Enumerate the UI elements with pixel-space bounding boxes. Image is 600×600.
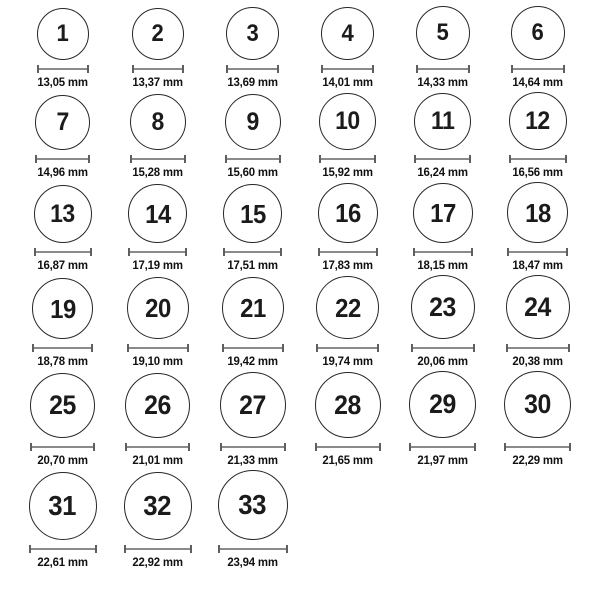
ring-circle — [416, 6, 470, 60]
ring-circle — [125, 373, 190, 438]
ring-size-cell — [205, 94, 300, 179]
ring-size-cell — [110, 472, 205, 569]
diameter-label: 16,87 mm — [37, 258, 88, 272]
diameter-bracket — [506, 344, 570, 352]
diameter-bracket — [416, 65, 470, 73]
ring-circle — [220, 372, 286, 438]
ring-size-cell — [300, 7, 395, 89]
ring-size-number: 14 — [144, 198, 171, 229]
diameter-bracket — [225, 155, 281, 163]
diameter-label: 18,15 mm — [417, 258, 468, 272]
ring-size-cell — [490, 182, 585, 272]
ring-circle — [127, 277, 189, 339]
ring-size-cell — [110, 277, 205, 368]
ring-circle — [130, 94, 186, 150]
diameter-label: 13,37 mm — [132, 75, 183, 89]
diameter-bracket — [130, 155, 186, 163]
ring-size-cell — [110, 94, 205, 179]
ring-size-number: 22 — [334, 292, 361, 323]
ring-size-cell — [205, 184, 300, 272]
ring-size-cell — [205, 372, 300, 467]
diameter-bracket — [35, 155, 90, 163]
ring-size-number: 26 — [144, 390, 171, 420]
ring-size-cell — [490, 6, 585, 89]
ring-size-number: 29 — [429, 389, 456, 419]
diameter-label: 14,01 mm — [322, 75, 373, 89]
ring-size-number: 5 — [436, 19, 449, 46]
ring-size-number: 33 — [238, 489, 267, 520]
diameter-label: 16,24 mm — [417, 165, 468, 179]
diameter-label: 20,70 mm — [37, 453, 88, 467]
ring-size-number: 20 — [144, 293, 171, 323]
diameter-label: 17,83 mm — [322, 258, 373, 272]
diameter-label: 18,78 mm — [37, 354, 88, 368]
diameter-bracket — [127, 344, 189, 352]
diameter-label: 13,69 mm — [227, 75, 278, 89]
diameter-label: 14,33 mm — [417, 75, 468, 89]
diameter-label: 16,56 mm — [512, 165, 563, 179]
ring-circle — [319, 93, 376, 150]
diameter-bracket — [316, 344, 379, 352]
diameter-bracket — [222, 344, 284, 352]
ring-size-cell — [395, 371, 490, 467]
diameter-bracket — [226, 65, 279, 73]
diameter-label: 20,06 mm — [417, 354, 468, 368]
ring-circle — [226, 7, 279, 60]
ring-circle — [223, 184, 282, 243]
diameter-bracket — [220, 443, 286, 451]
ring-circle — [507, 182, 568, 243]
ring-size-cell — [490, 92, 585, 179]
diameter-bracket — [37, 65, 89, 73]
ring-circle — [411, 275, 475, 339]
diameter-bracket — [413, 248, 473, 256]
ring-size-number: 19 — [49, 293, 76, 324]
ring-size-number: 12 — [525, 106, 550, 135]
ring-size-number: 9 — [246, 107, 259, 136]
diameter-bracket — [315, 443, 381, 451]
diameter-label: 19,10 mm — [132, 354, 183, 368]
ring-circle — [509, 92, 567, 150]
ring-size-number: 16 — [334, 198, 361, 228]
ring-circle — [504, 371, 571, 438]
ring-circle — [222, 277, 284, 339]
ring-circle — [32, 278, 93, 339]
ring-size-cell — [205, 277, 300, 368]
diameter-label: 22,29 mm — [512, 453, 563, 467]
ring-circle — [128, 184, 187, 243]
ring-size-number: 17 — [429, 198, 456, 228]
ring-size-cell — [490, 275, 585, 368]
ring-size-cell — [490, 371, 585, 467]
diameter-bracket — [504, 443, 571, 451]
diameter-label: 14,96 mm — [37, 165, 88, 179]
diameter-label: 17,51 mm — [227, 258, 278, 272]
ring-circle — [225, 94, 281, 150]
diameter-bracket — [409, 443, 476, 451]
ring-size-cell — [300, 372, 395, 467]
ring-size-cell — [300, 276, 395, 368]
ring-circle — [318, 183, 378, 243]
diameter-label: 19,42 mm — [227, 354, 278, 368]
diameter-bracket — [32, 344, 93, 352]
diameter-label: 21,65 mm — [322, 453, 373, 467]
diameter-label: 15,92 mm — [322, 165, 373, 179]
ring-size-number: 18 — [524, 197, 551, 228]
ring-size-cell — [15, 373, 110, 467]
ring-size-number: 8 — [151, 107, 164, 136]
ring-circle — [506, 275, 570, 339]
diameter-bracket — [321, 65, 374, 73]
diameter-label: 23,94 mm — [227, 555, 278, 569]
diameter-bracket — [319, 155, 376, 163]
ring-size-cell — [300, 183, 395, 272]
ring-size-cell — [395, 93, 490, 179]
diameter-bracket — [30, 443, 95, 451]
ring-size-number: 6 — [531, 19, 544, 46]
ring-circle — [315, 372, 381, 438]
ring-circle — [29, 472, 97, 540]
ring-size-cell — [205, 7, 300, 89]
ring-size-number: 1 — [56, 20, 69, 47]
diameter-label: 20,38 mm — [512, 354, 563, 368]
ring-size-cell — [15, 278, 110, 368]
diameter-bracket — [132, 65, 184, 73]
ring-circle — [409, 371, 476, 438]
ring-size-number: 10 — [335, 107, 360, 135]
ring-size-number: 11 — [430, 107, 455, 135]
diameter-bracket — [218, 545, 288, 553]
ring-size-number: 25 — [49, 390, 76, 420]
ring-size-cell — [110, 8, 205, 89]
ring-size-cell — [205, 470, 300, 569]
ring-size-cell — [15, 95, 110, 179]
ring-circle — [414, 93, 471, 150]
diameter-bracket — [34, 248, 92, 256]
diameter-bracket — [125, 443, 190, 451]
ring-size-cell — [395, 183, 490, 272]
ring-size-number: 7 — [56, 108, 69, 136]
ring-size-number: 27 — [239, 389, 266, 420]
ring-size-cell — [300, 93, 395, 179]
diameter-bracket — [128, 248, 187, 256]
ring-size-number: 3 — [246, 19, 259, 47]
ring-circle — [37, 8, 89, 60]
ring-size-cell — [395, 6, 490, 89]
ring-size-cell — [15, 472, 110, 569]
ring-size-number: 4 — [341, 19, 354, 47]
ring-circle — [511, 6, 565, 60]
ring-circle — [34, 185, 92, 243]
ring-size-number: 21 — [239, 293, 266, 323]
diameter-label: 17,19 mm — [132, 258, 183, 272]
ring-size-number: 2 — [151, 20, 164, 47]
diameter-label: 21,97 mm — [417, 453, 468, 467]
ring-circle — [321, 7, 374, 60]
ring-size-number: 13 — [50, 199, 75, 228]
diameter-bracket — [414, 155, 471, 163]
ring-size-number: 23 — [429, 291, 456, 322]
ring-size-number: 28 — [334, 389, 361, 420]
diameter-bracket — [124, 545, 192, 553]
ring-circle — [30, 373, 95, 438]
ring-circle — [413, 183, 473, 243]
ring-size-number: 31 — [48, 490, 77, 521]
diameter-label: 15,60 mm — [227, 165, 278, 179]
diameter-bracket — [509, 155, 567, 163]
diameter-label: 13,05 mm — [37, 75, 88, 89]
ring-size-cell — [15, 185, 110, 272]
diameter-bracket — [507, 248, 568, 256]
diameter-label: 18,47 mm — [512, 258, 563, 272]
diameter-bracket — [411, 344, 475, 352]
diameter-label: 14,64 mm — [512, 75, 563, 89]
ring-circle — [35, 95, 90, 150]
diameter-label: 22,61 mm — [37, 555, 88, 569]
diameter-label: 21,01 mm — [132, 453, 183, 467]
diameter-label: 19,74 mm — [322, 354, 373, 368]
ring-size-cell — [110, 373, 205, 467]
ring-size-number: 15 — [239, 198, 266, 229]
diameter-label: 22,92 mm — [132, 555, 183, 569]
diameter-bracket — [29, 545, 97, 553]
ring-size-cell — [15, 8, 110, 89]
ring-circle — [124, 472, 192, 540]
ring-size-number: 32 — [143, 490, 172, 521]
ring-size-cell — [395, 275, 490, 368]
diameter-label: 21,33 mm — [227, 453, 278, 467]
diameter-label: 15,28 mm — [132, 165, 183, 179]
diameter-bracket — [511, 65, 565, 73]
diameter-bracket — [318, 248, 378, 256]
ring-circle — [316, 276, 379, 339]
ring-circle — [218, 470, 288, 540]
ring-circle — [132, 8, 184, 60]
ring-size-number: 30 — [524, 389, 551, 419]
diameter-bracket — [223, 248, 282, 256]
ring-size-number: 24 — [524, 291, 551, 322]
ring-size-cell — [110, 184, 205, 272]
